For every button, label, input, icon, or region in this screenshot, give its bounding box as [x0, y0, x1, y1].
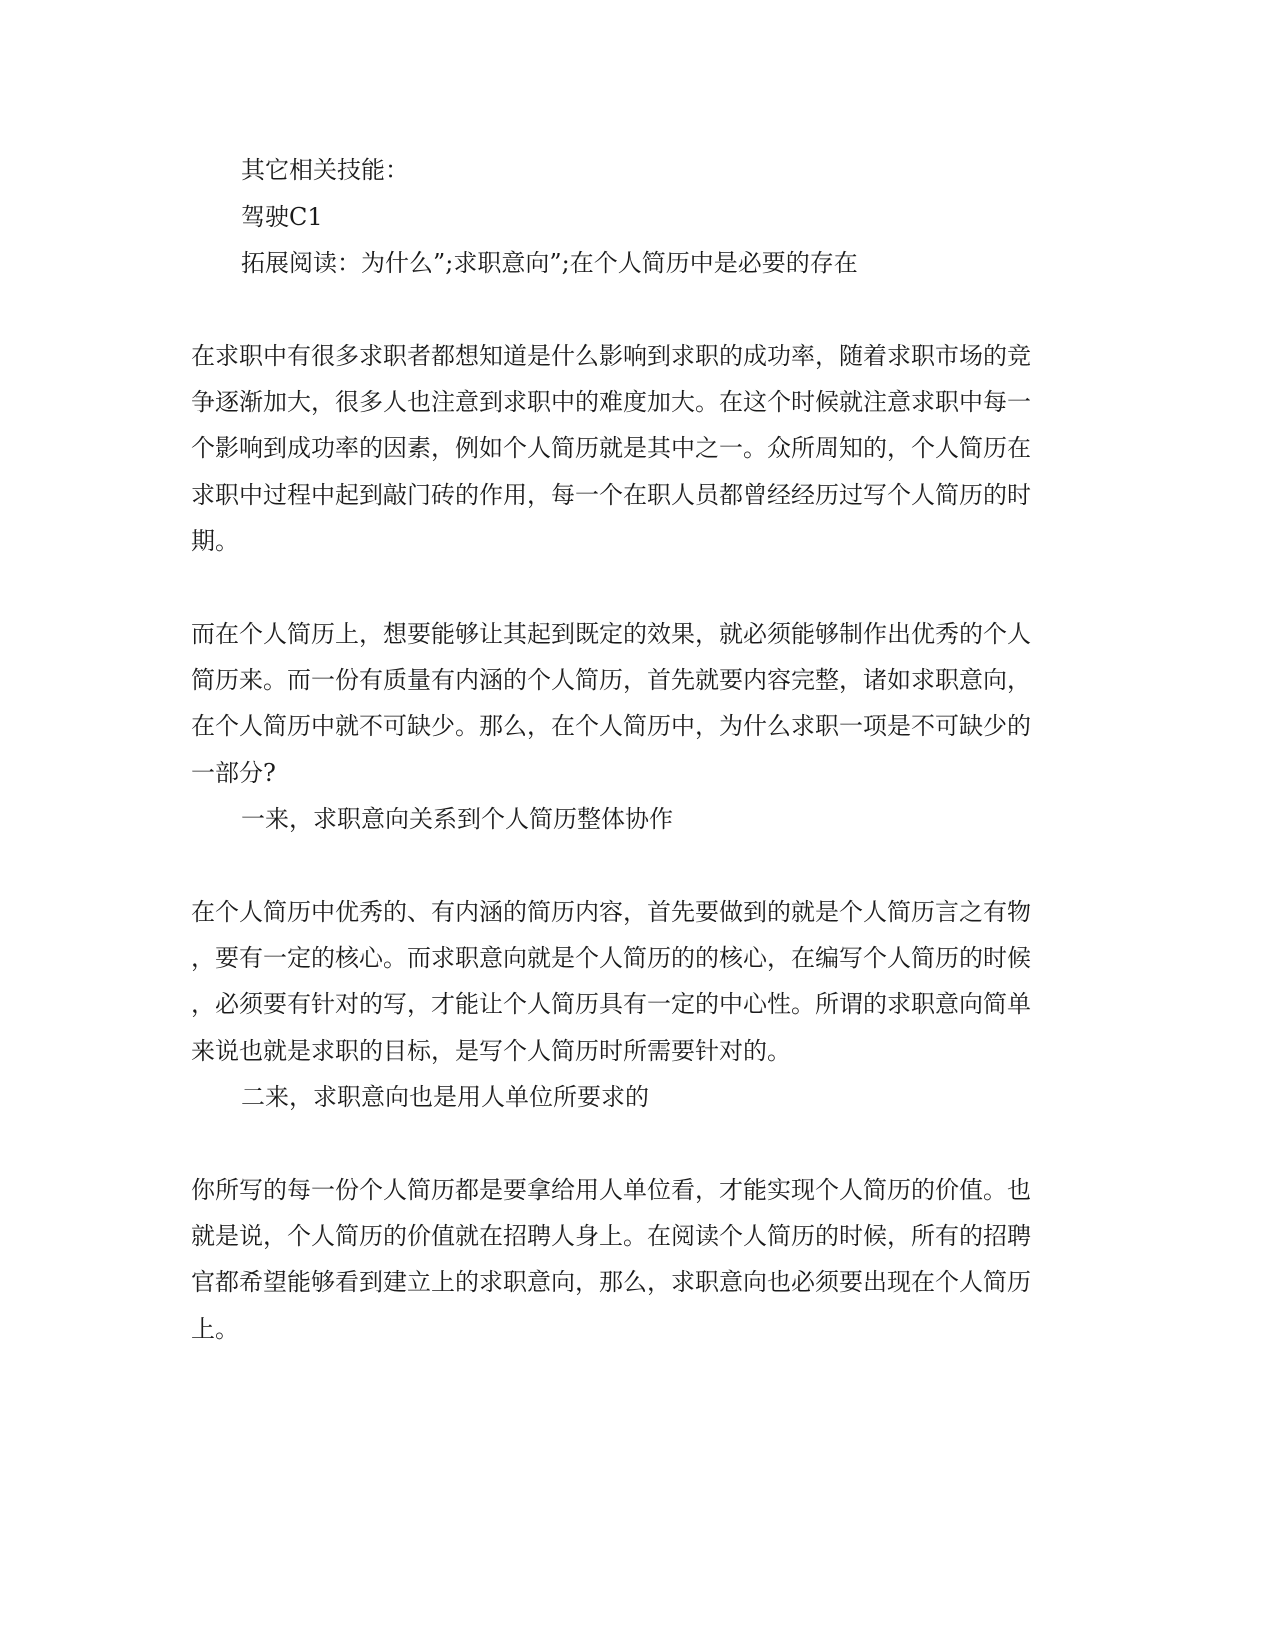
- paragraph-4-line-2: 就是说，个人简历的价值就在招聘人身上。在阅读个人简历的时候，所有的招聘: [191, 1222, 1031, 1250]
- paragraph-1-line-5: 期。: [191, 527, 239, 555]
- paragraph-4-line-3: 官都希望能够看到建立上的求职意向，那么，求职意向也必须要出现在个人简历: [191, 1268, 1031, 1296]
- paragraph-1-line-3: 个影响到成功率的因素，例如个人简历就是其中之一。众所周知的，个人简历在: [191, 434, 1031, 462]
- paragraph-4-line-4: 上。: [191, 1315, 239, 1343]
- paragraph-2-line-4: 一部分?: [191, 759, 276, 787]
- paragraph-1-line-2: 争逐渐加大，很多人也注意到求职中的难度加大。在这个时候就注意求职中每一: [191, 388, 1031, 416]
- skills-heading: 其它相关技能：: [241, 156, 409, 184]
- point-2-heading: 二来，求职意向也是用人单位所要求的: [241, 1083, 649, 1111]
- paragraph-2-line-3: 在个人简历中就不可缺少。那么，在个人简历中，为什么求职一项是不可缺少的: [191, 712, 1031, 740]
- paragraph-1-line-1: 在求职中有很多求职者都想知道是什么影响到求职的成功率，随着求职市场的竞: [191, 342, 1031, 370]
- paragraph-3-line-1: 在个人简历中优秀的、有内涵的简历内容，首先要做到的就是个人简历言之有物: [191, 898, 1031, 926]
- extended-reading-title: 拓展阅读：为什么”;求职意向”;在个人简历中是必要的存在: [241, 249, 858, 277]
- paragraph-1-line-4: 求职中过程中起到敲门砖的作用，每一个在职人员都曾经经历过写个人简历的时: [191, 481, 1031, 509]
- paragraph-3-line-4: 来说也就是求职的目标，是写个人简历时所需要针对的。: [191, 1037, 791, 1065]
- paragraph-4-line-1: 你所写的每一份个人简历都是要拿给用人单位看，才能实现个人简历的价值。也: [191, 1176, 1031, 1204]
- paragraph-2-line-1: 而在个人简历上，想要能够让其起到既定的效果，就必须能够制作出优秀的个人: [191, 620, 1031, 648]
- point-1-heading: 一来，求职意向关系到个人简历整体协作: [241, 805, 673, 833]
- paragraph-3-line-2: ，要有一定的核心。而求职意向就是个人简历的的核心，在编写个人简历的时候: [191, 944, 1031, 972]
- paragraph-2-line-2: 简历来。而一份有质量有内涵的个人简历，首先就要内容完整，诸如求职意向，: [191, 666, 1031, 694]
- skills-value: 驾驶C1: [241, 203, 323, 231]
- paragraph-3-line-3: ，必须要有针对的写，才能让个人简历具有一定的中心性。所谓的求职意向简单: [191, 990, 1031, 1018]
